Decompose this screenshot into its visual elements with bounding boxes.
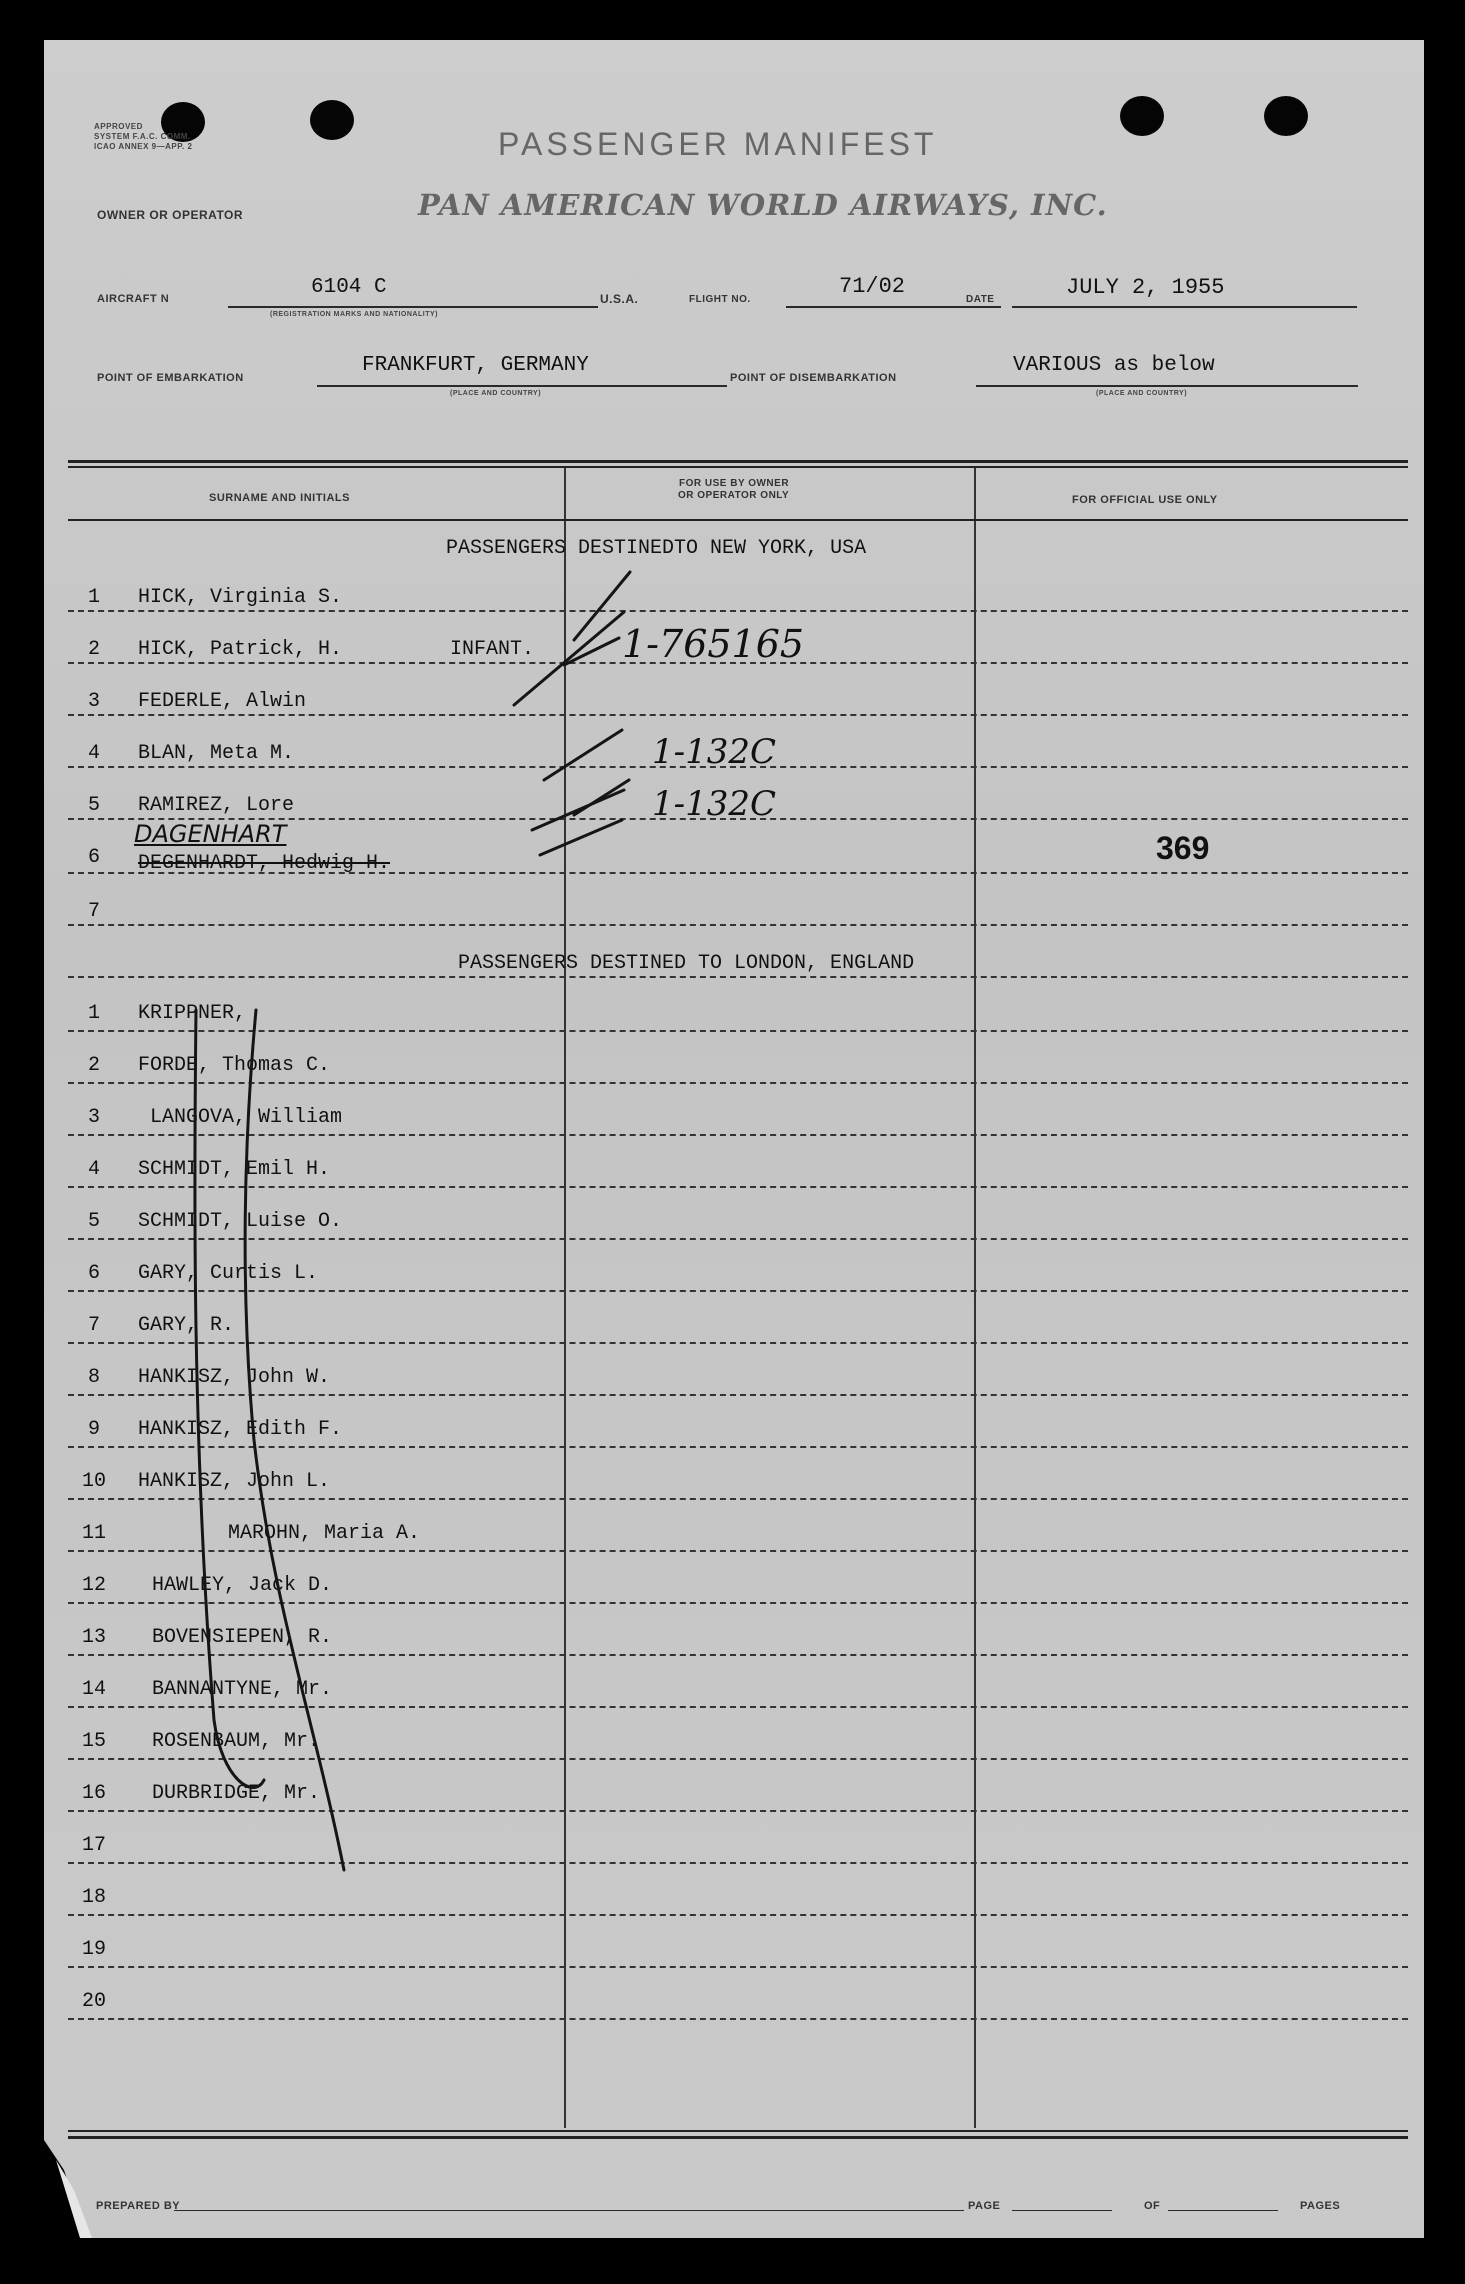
passenger-name: GARY, R. [138,1314,235,1337]
pages-label: PAGES [1300,2200,1341,2212]
passenger-name: BLAN, Meta M. [138,742,295,765]
of-fill-line [1168,2210,1278,2211]
column-header-surname: SURNAME AND INITIALS [209,492,350,504]
row-number: 5 [87,1210,100,1233]
row-number: 1 [87,586,100,609]
row-number: 1 [87,1002,100,1025]
embark-label: POINT OF EMBARKATION [97,372,244,384]
slash-mark [564,638,619,665]
flight-label: FLIGHT NO. [689,294,751,305]
row-number: 15 [81,1730,106,1753]
date-label: DATE [966,294,995,305]
disembark-label: POINT OF DISEMBARKATION [730,372,897,384]
column-header-owner: OR OPERATOR ONLY [678,490,790,501]
operator-name: PAN AMERICAN WORLD AIRWAYS, INC. [418,188,1108,222]
passenger-name: SCHMIDT, Luise O. [138,1210,343,1233]
official-stamp-number: 369 [1156,830,1210,866]
passenger-name: LANGOVA, William [150,1106,343,1129]
aircraft-value: 6104 C [311,276,387,299]
flight-value: 71/02 [839,274,906,299]
of-label: OF [1144,2200,1161,2212]
document-title: PASSENGER MANIFEST [498,126,938,162]
column-header-owner: FOR USE BY OWNER [679,478,790,489]
handwritten-correction: DAGENHART [134,820,287,848]
row-number: 18 [81,1886,106,1909]
approval-line: ICAO ANNEX 9—APP. 2 [94,142,193,151]
row-number: 7 [87,1314,100,1337]
row-number: 4 [87,742,100,765]
row-number: 6 [87,846,100,869]
handwritten-ticket: 1-132C [652,732,777,772]
row-number: 10 [81,1470,106,1493]
column-header-official: FOR OFFICIAL USE ONLY [1072,494,1218,506]
embark-sublabel: (PLACE AND COUNTRY) [450,390,542,397]
passenger-name: GARY, Curtis L. [138,1262,319,1285]
passenger-name: FORDE, Thomas C. [138,1054,331,1077]
approval-line: APPROVED [94,122,143,131]
passenger-name: HAWLEY, Jack D. [152,1574,333,1597]
row-number: 7 [87,900,100,923]
row-number: 3 [87,1106,100,1129]
usa-label: U.S.A. [600,292,639,306]
group-heading-london: PASSENGERS DESTINED TO LONDON, ENGLAND [458,952,915,975]
row-number: 4 [87,1158,100,1181]
passenger-name: KRIPPNER, [138,1002,247,1025]
row-number: 13 [81,1626,106,1649]
passenger-name: BANNANTYNE, Mr. [152,1678,333,1701]
prepared-fill-line [174,2210,964,2211]
passenger-name: SCHMIDT, Emil H. [138,1158,331,1181]
passenger-name: HICK, Patrick, H. [138,638,343,661]
slash-mark [514,612,624,705]
passenger-name: HANKISZ, Edith F. [138,1418,343,1441]
slash-mark [540,820,622,855]
embark-value: FRANKFURT, GERMANY [362,354,589,377]
aircraft-label: AIRCRAFT N [97,293,170,305]
row-number: 8 [87,1366,100,1389]
passenger-name: FEDERLE, Alwin [138,690,307,713]
row-number: 2 [87,1054,100,1077]
slash-mark [544,730,622,780]
row-number: 11 [81,1522,106,1545]
row-number: 14 [81,1678,106,1701]
passenger-name: DEGENHARDT, Hedwig H. [138,852,391,875]
table-bottom-rule [68,2130,1408,2132]
row-number: 12 [81,1574,106,1597]
passenger-name: BOVENSIEPEN, R. [152,1626,333,1649]
torn-corner [44,2130,164,2238]
table-bottom-rule [68,2136,1408,2139]
passenger-note: INFANT. [450,638,535,661]
passenger-name: RAMIREZ, Lore [138,794,295,817]
row-number: 5 [87,794,100,817]
bracket-mark [195,1010,264,1788]
aircraft-sublabel: (REGISTRATION MARKS AND NATIONALITY) [270,311,438,318]
passenger-name: DURBRIDGE, Mr. [152,1782,321,1805]
disembark-value: VARIOUS as below [1013,354,1215,377]
row-number: 2 [87,638,100,661]
passenger-name: MAROHN, Maria A. [228,1522,421,1545]
passenger-name: HANKISZ, John L. [138,1470,331,1493]
manifest-page [44,40,1424,2238]
disembark-sublabel: (PLACE AND COUNTRY) [1096,390,1188,397]
page-fill-line [1012,2210,1112,2211]
row-number: 9 [87,1418,100,1441]
passenger-name: HICK, Virginia S. [138,586,343,609]
page-label: PAGE [968,2200,1001,2212]
handwritten-marks [44,40,1424,2238]
operator-label: OWNER OR OPERATOR [97,208,244,222]
handwritten-ticket: 1-132C [652,784,777,824]
row-number: 6 [87,1262,100,1285]
passenger-name: HANKISZ, John W. [138,1366,331,1389]
row-number: 19 [81,1938,106,1961]
row-number: 3 [87,690,100,713]
approval-line: SYSTEM F.A.C. COMM. [94,132,191,141]
bracket-mark [245,1010,344,1870]
passenger-name: ROSENBAUM, Mr. [152,1730,321,1753]
row-number: 20 [81,1990,106,2013]
group-heading-new-york: PASSENGERS DESTINEDTO NEW YORK, USA [446,537,867,560]
row-number: 17 [81,1834,106,1857]
prepared-label: PREPARED BY [96,2200,181,2212]
handwritten-ticket: 1-765165 [622,622,805,666]
date-value: JULY 2, 1955 [1066,275,1225,300]
row-number: 16 [81,1782,106,1805]
